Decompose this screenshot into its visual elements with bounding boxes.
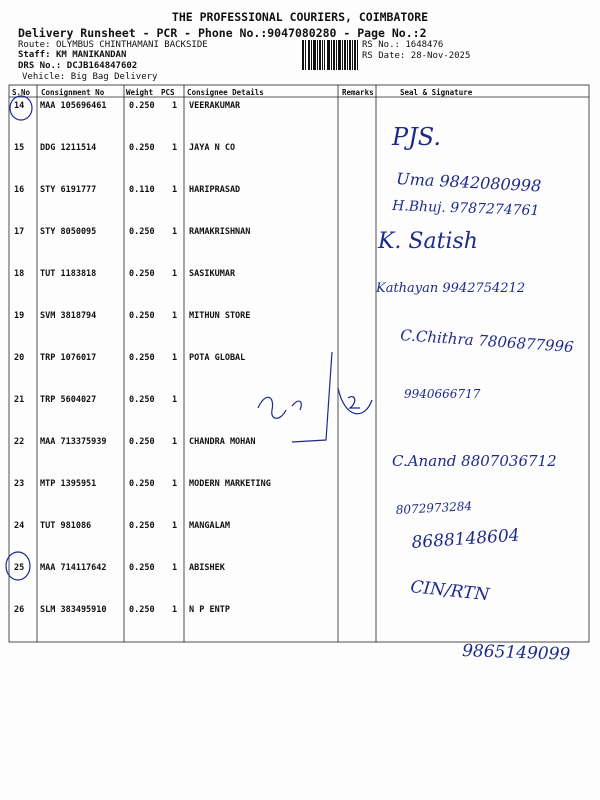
cell-weight: 0.250	[129, 269, 155, 279]
cell-sno: 22	[14, 437, 25, 447]
cell-sno: 21	[14, 395, 25, 405]
vehicle-label: Vehicle:	[22, 72, 66, 82]
cell-sno: 17	[14, 227, 25, 237]
col-header-pcs: PCS	[161, 88, 175, 97]
cell-sno: 15	[14, 143, 25, 153]
cell-sno: 20	[14, 353, 25, 363]
cell-pcs: 1	[172, 563, 178, 573]
cell-consignee: ABISHEK	[189, 563, 225, 573]
cell-pcs: 1	[172, 395, 178, 405]
cell-consignment: SLM 383495910	[40, 605, 107, 615]
signature-18: Kathayan 9942754212	[376, 281, 526, 296]
route-label: Route:	[18, 40, 51, 50]
cell-pcs: 1	[172, 269, 178, 279]
cell-sno: 25	[14, 563, 25, 573]
cell-consignee: MANGALAM	[189, 521, 230, 531]
cell-pcs: 1	[172, 521, 178, 531]
company-title: THE PROFESSIONAL COURIERS, COIMBATORE	[171, 10, 429, 24]
cell-weight: 0.250	[129, 311, 155, 321]
cell-consignee: VEERAKUMAR	[189, 101, 241, 111]
circle-mark-25	[6, 552, 30, 580]
signature-25: CIN/RTN	[409, 577, 491, 606]
signature-17: K. Satish	[378, 229, 478, 254]
col-header-signature: Seal & Signature	[400, 88, 473, 97]
cell-sno: 14	[14, 101, 25, 111]
col-header-consignee: Consignee Details	[187, 88, 264, 97]
rs-no-label: RS No.:	[362, 40, 400, 50]
route-value: OLYMBUS CHINTHAMANI BACKSIDE	[55, 40, 208, 50]
staff-value: KM MANIKANDAN	[55, 50, 127, 60]
signature-21: 9940666717	[404, 387, 481, 401]
cell-weight: 0.250	[129, 143, 155, 153]
cell-consignment: TUT 1183818	[40, 269, 97, 279]
col-header-remarks: Remarks	[342, 88, 374, 97]
col-header-consignment: Consignment No	[41, 88, 105, 97]
signature-24: 8688148604	[410, 525, 521, 553]
cell-pcs: 1	[172, 437, 178, 447]
cell-sno: 18	[14, 269, 25, 279]
cell-consignee: POTA GLOBAL	[189, 353, 246, 363]
signature-26: 9865149099	[461, 641, 571, 665]
cell-sno: 26	[14, 605, 25, 615]
cell-pcs: 1	[172, 143, 178, 153]
signature-15: Uma 9842080998	[395, 169, 542, 196]
cell-weight: 0.250	[129, 101, 155, 111]
cell-consignment: MAA 714117642	[40, 563, 107, 573]
vehicle-value: Big Bag Delivery	[70, 72, 158, 82]
cell-consignment: MTP 1395951	[40, 479, 97, 489]
col-header-weight: Weight	[126, 88, 154, 97]
cell-consignment: TUT 981086	[40, 521, 92, 531]
cell-pcs: 1	[172, 605, 178, 615]
cell-consignment: DDG 1211514	[40, 143, 97, 153]
rs-date-value: 28-Nov-2025	[410, 51, 471, 61]
signature-19: C.Chithra 7806877996	[399, 326, 575, 357]
cell-consignee: JAYA N CO	[189, 143, 236, 153]
handwritten-stroke	[348, 397, 360, 408]
cell-consignee: RAMAKRISHNAN	[189, 227, 251, 237]
handwritten-stroke	[292, 352, 332, 442]
cell-consignee: CHANDRA MOHAN	[189, 437, 256, 447]
cell-consignment: STY 8050095	[40, 227, 97, 237]
cell-consignment: MAA 713375939	[40, 437, 107, 447]
drs-value: DCJB164847602	[66, 61, 138, 71]
cell-consignee: SASIKUMAR	[189, 269, 236, 279]
rs-date-label: RS Date:	[362, 51, 406, 61]
drs-label: DRS No.:	[18, 61, 62, 71]
cell-sno: 23	[14, 479, 25, 489]
signature-14: PJS.	[392, 123, 441, 151]
cell-weight: 0.250	[129, 395, 155, 405]
cell-consignment: SVM 3818794	[40, 311, 97, 321]
cell-pcs: 1	[172, 227, 178, 237]
cell-pcs: 1	[172, 185, 178, 195]
cell-weight: 0.250	[129, 353, 155, 363]
cell-pcs: 1	[172, 479, 178, 489]
cell-weight: 0.250	[129, 437, 155, 447]
staff-label: Staff:	[18, 50, 51, 60]
cell-consignment: TRP 1076017	[40, 353, 97, 363]
cell-consignment: MAA 105696461	[40, 101, 107, 111]
cell-sno: 19	[14, 311, 25, 321]
cell-weight: 0.250	[129, 479, 155, 489]
cell-consignee: MODERN MARKETING	[189, 479, 271, 489]
handwritten-stroke	[292, 401, 301, 410]
signature-22: C.Anand 8807036712	[392, 452, 557, 470]
cell-sno: 16	[14, 185, 25, 195]
runsheet-title: Delivery Runsheet - PCR - Phone No.:9047080280 - Page No.:2	[18, 26, 427, 40]
cell-consignee: N P ENTP	[189, 605, 230, 615]
cell-pcs: 1	[172, 101, 178, 111]
col-header-sno: S.No	[12, 88, 31, 97]
cell-pcs: 1	[172, 353, 178, 363]
cell-consignment: TRP 5604027	[40, 395, 97, 405]
signature-16: H.Bhuj. 9787274761	[391, 198, 540, 220]
cell-pcs: 1	[172, 311, 178, 321]
rs-no-value: 1648476	[405, 40, 444, 50]
cell-consignee: MITHUN STORE	[189, 311, 251, 321]
handwritten-stroke	[258, 397, 286, 418]
cell-weight: 0.250	[129, 563, 155, 573]
cell-consignment: STY 6191777	[40, 185, 97, 195]
cell-weight: 0.110	[129, 185, 155, 195]
cell-sno: 24	[14, 521, 25, 531]
cell-weight: 0.250	[129, 521, 155, 531]
signature-23: 8072973284	[395, 499, 473, 517]
cell-weight: 0.250	[129, 227, 155, 237]
circle-mark-14	[10, 96, 32, 120]
cell-consignee: HARIPRASAD	[189, 185, 241, 195]
cell-weight: 0.250	[129, 605, 155, 615]
